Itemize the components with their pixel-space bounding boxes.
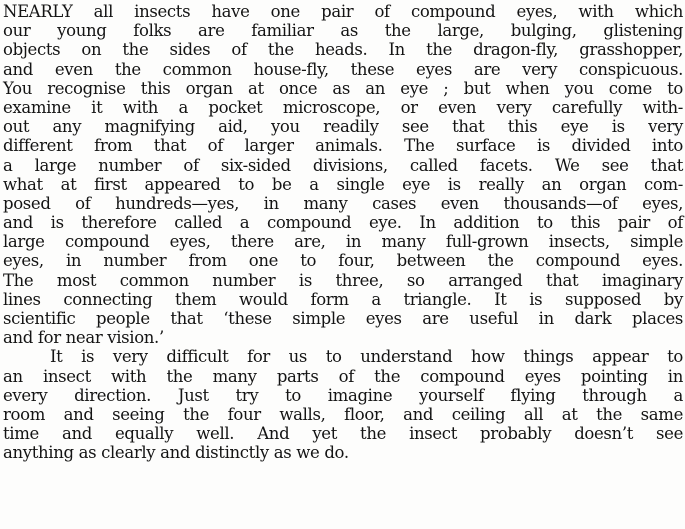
text-line: eyes, in number from one to four, between the compound eyes. xyxy=(3,251,683,271)
text-line: You recognise this organ at once as an eye ; but when you come to xyxy=(3,78,683,98)
text-line: NEARLY all insects have one pair of compound eyes, with which xyxy=(3,2,683,21)
text-line: large compound eyes, there are, in many full-grown insects, simple xyxy=(3,232,683,252)
text-line: lines connecting them would form a triangle. It is supposed by xyxy=(3,289,683,309)
text-line: time and equally well. And yet the insect probably doesn’t see xyxy=(3,424,683,444)
text-line: what at first appeared to be a single eye is really an organ com- xyxy=(3,174,683,194)
text-line: and even the common house-fly, these eyes are very conspicuous. xyxy=(3,59,683,79)
text-line: an insect with the many parts of the compound eyes pointing in xyxy=(3,366,683,386)
text-line: every direction. Just try to imagine yourself flying through a xyxy=(3,385,683,405)
text-line: and for near vision.’ xyxy=(3,328,164,348)
text-line: and is therefore called a compound eye. In addition to this pair of xyxy=(3,213,683,233)
text-line: room and seeing the four walls, floor, and ceiling all at the same xyxy=(3,404,683,424)
text-line: It is very difficult for us to understand how things appear to xyxy=(50,347,683,367)
text-line: anything as clearly and distinctly as we do. xyxy=(3,443,349,463)
article-text xyxy=(3,2,683,463)
text-line: a large number of six-sided divisions, called facets. We see that xyxy=(3,155,683,175)
text-line: The most common number is three, so arranged that imaginary xyxy=(3,270,683,290)
text-line: objects on the sides of the heads. In the dragon-fly, grasshopper, xyxy=(3,40,683,60)
paragraph-1 xyxy=(3,2,683,347)
text-line: different from that of larger animals. The surface is divided into xyxy=(3,136,683,156)
text-line: our young folks are familiar as the large, bulging, glistening xyxy=(3,21,683,41)
text-line: scientific people that ‘these simple eyes are useful in dark places xyxy=(3,309,683,328)
paragraph-2 xyxy=(3,347,683,462)
text-line: out any magnifying aid, you readily see that this eye is very xyxy=(3,117,683,137)
text-line: posed of hundreds—yes, in many cases even thousands—of eyes, xyxy=(3,193,683,213)
text-line: examine it with a pocket microscope, or even very carefully with- xyxy=(3,97,683,117)
